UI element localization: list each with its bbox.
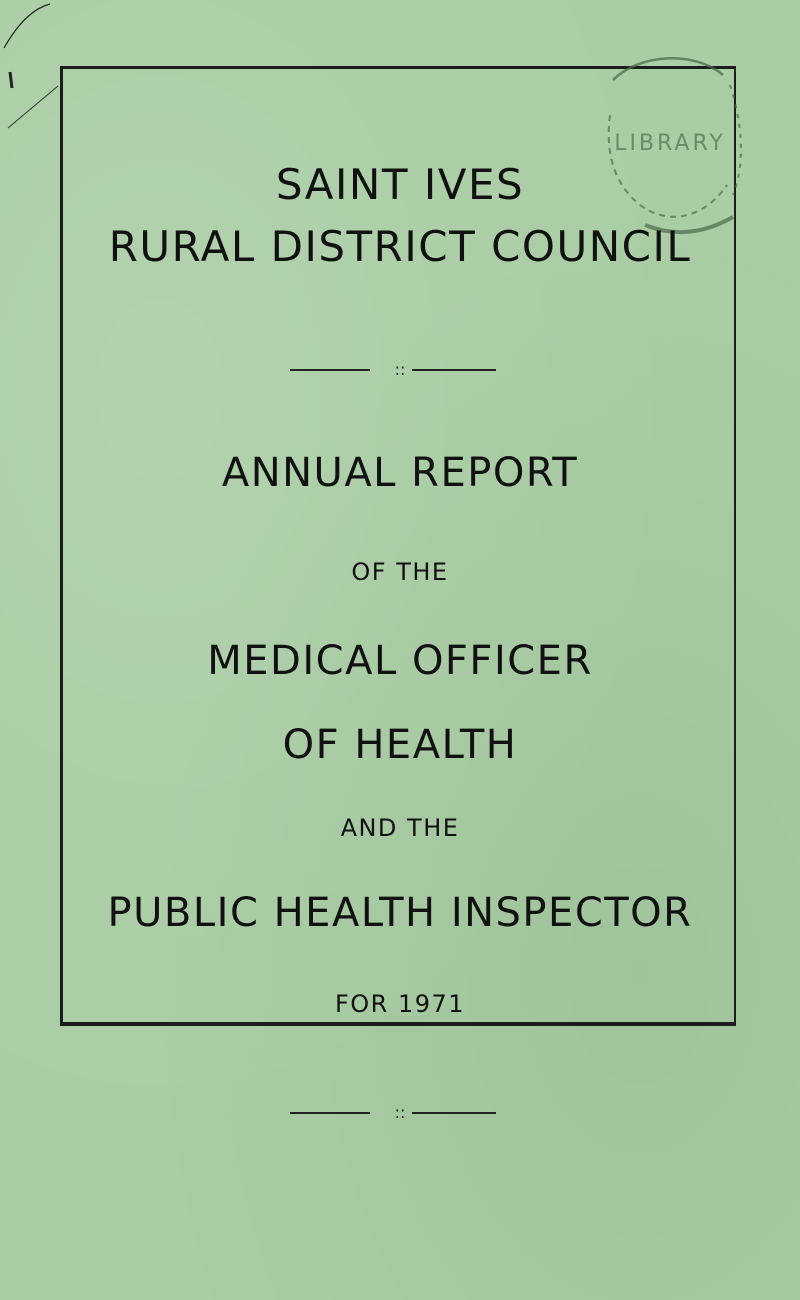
report-year: FOR 1971 [334,990,466,1018]
separator-symbol: :: [394,360,406,379]
council-name-line2: RURAL DISTRICT COUNCIL [108,222,692,271]
report-of-the: OF THE [351,558,449,586]
separator-top [0,360,800,380]
officer-line1: MEDICAL OFFICER [207,638,593,684]
stamp-label: LIBRARY [614,131,726,156]
separator-bottom [0,1103,800,1123]
officer-line2: OF HEALTH [282,722,518,768]
inspector-line: PUBLIC HEALTH INSPECTOR [107,890,693,936]
report-and-the: AND THE [340,814,460,842]
separator-symbol-bottom: :: [394,1103,406,1122]
council-name-line1: SAINT IVES [275,160,525,209]
report-title: ANNUAL REPORT [221,450,579,496]
